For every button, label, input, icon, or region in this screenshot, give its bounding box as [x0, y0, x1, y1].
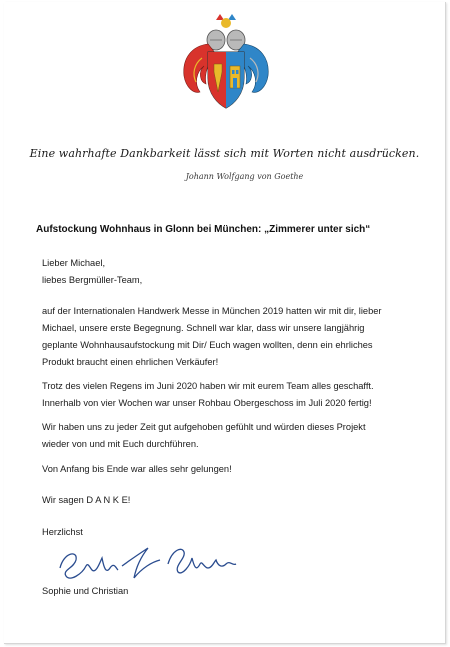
- paragraph-4: Von Anfang bis Ende war alles sehr gelungen!: [42, 464, 232, 474]
- greeting-1: Lieber Michael,: [42, 258, 106, 268]
- paragraph-1-line-2: Michael, unsere erste Begegnung. Schnell war klar, dass wir unsere langjährig: [42, 323, 365, 333]
- goethe-quote: Eine wahrhafte Dankbarkeit lässt sich mit Worten nicht ausdrücken.: [29, 147, 420, 160]
- signature-name: Sophie und Christian: [42, 586, 129, 596]
- paragraph-2-line-2: Innerhalb von vier Wochen war unser Rohbau Obergeschoss im Juli 2020 fertig!: [42, 398, 372, 408]
- paragraph-1-line-1: auf der Internationalen Handwerk Messe in München 2019 hatten wir mit dir, lieber: [42, 306, 382, 316]
- paragraph-3-line-2: wieder von und mit Euch durchführen.: [42, 439, 199, 449]
- paragraph-5: Wir sagen D A N K E!: [42, 495, 131, 505]
- paragraph-2-line-1: Trotz des vielen Regens im Juni 2020 haben wir mit eurem Team alles geschafft.: [42, 381, 374, 391]
- letter-subject: Aufstockung Wohnhaus in Glonn bei München: „Zimmerer unter sich“: [36, 224, 371, 235]
- letter-page: [4, 2, 446, 644]
- coat-of-arms-logo: [172, 14, 280, 112]
- handwritten-signature: [56, 538, 256, 586]
- closing: Herzlichst: [42, 527, 83, 537]
- quote-author: Johann Wolfgang von Goethe: [185, 172, 304, 181]
- greeting-2: liebes Bergmüller-Team,: [42, 275, 143, 285]
- paragraph-1-line-3: geplante Wohnhausaufstockung mit Dir/ Euch wagen wollten, denn ein ehrliches: [42, 340, 373, 350]
- paragraph-3-line-1: Wir haben uns zu jeder Zeit gut aufgehoben gefühlt und würden dieses Projekt: [42, 422, 366, 432]
- paragraph-1-line-4: Produkt braucht einen ehrlichen Verkäufer!: [42, 357, 219, 367]
